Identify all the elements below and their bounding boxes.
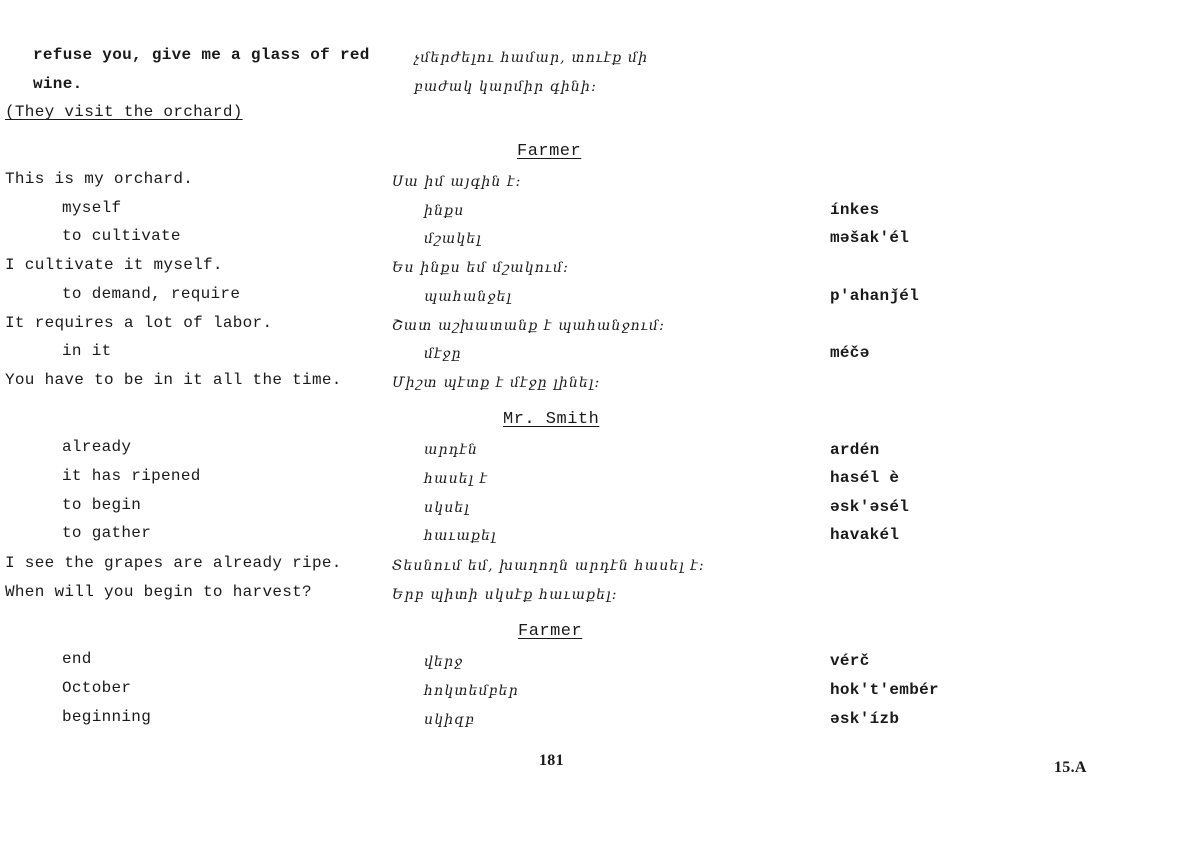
- vocab-transliteration: p'ahanǰél: [830, 287, 920, 305]
- vocab-transliteration: havakél: [830, 526, 900, 544]
- vocab-armenian: հոկտեմբեր: [424, 683, 519, 699]
- vocab-english: beginning: [62, 708, 152, 726]
- stage-direction: (They visit the orchard): [5, 103, 243, 121]
- vocab-transliteration: ínkes: [830, 201, 880, 219]
- speaker-heading: Farmer: [517, 142, 582, 161]
- vocab-armenian: սկսել: [424, 500, 470, 516]
- vocab-english: to cultivate: [62, 227, 181, 245]
- intro-en-line-1: refuse you, give me a glass of red: [33, 46, 370, 64]
- vocab-armenian: հաւաքել: [424, 528, 497, 544]
- vocab-armenian: արդէն: [424, 442, 479, 458]
- vocab-english: already: [62, 438, 132, 456]
- intro-arm-line-2: բաժակ կարմիր գինի։: [414, 79, 598, 95]
- lesson-reference: 15.A: [1054, 759, 1087, 776]
- line-english: This is my orchard.: [5, 170, 194, 188]
- vocab-transliteration: əsk'ízb: [830, 710, 900, 728]
- vocab-transliteration: məšak'él: [830, 229, 910, 247]
- vocab-english: in it: [62, 342, 112, 360]
- vocab-english: to demand, require: [62, 285, 241, 303]
- line-english: When will you begin to harvest?: [5, 583, 312, 601]
- line-armenian: Տեսնում եմ, խաղողն արդէն հասել է։: [392, 558, 705, 574]
- line-english: I cultivate it myself.: [5, 256, 223, 274]
- vocab-transliteration: hok't'embér: [830, 681, 939, 699]
- line-english: You have to be in it all the time.: [5, 371, 342, 389]
- vocab-armenian: սկիզբ: [424, 712, 475, 728]
- vocab-armenian: մէջը: [424, 346, 462, 362]
- line-english: It requires a lot of labor.: [5, 314, 273, 332]
- vocab-english: October: [62, 679, 132, 697]
- line-armenian: Միշտ պէտք է մէջը լինել։: [392, 375, 601, 391]
- vocab-english: myself: [62, 199, 122, 217]
- vocab-english: it has ripened: [62, 467, 201, 485]
- vocab-transliteration: hasél è: [830, 469, 900, 487]
- page-number: 181: [539, 752, 564, 769]
- vocab-armenian: ինքս: [424, 203, 465, 219]
- vocab-transliteration: ardén: [830, 441, 880, 459]
- intro-en-line-2: wine.: [33, 75, 83, 93]
- vocab-transliteration: vérč: [830, 652, 870, 670]
- intro-arm-line-1: չմերժելու համար, տուէք մի: [414, 50, 649, 66]
- speaker-heading: Mr. Smith: [503, 410, 600, 429]
- line-armenian: Ես ինքս եմ մշակում։: [392, 260, 570, 276]
- vocab-transliteration: méčə: [830, 344, 870, 362]
- line-armenian: Սա իմ այգին է։: [392, 174, 522, 190]
- speaker-heading: Farmer: [518, 622, 583, 641]
- vocab-transliteration: əsk'əsél: [830, 498, 910, 516]
- line-armenian: Երբ պիտի սկսէք հաւաքել։: [392, 587, 618, 603]
- line-english: I see the grapes are already ripe.: [5, 554, 342, 572]
- vocab-armenian: հասել է: [424, 471, 489, 487]
- vocab-english: to gather: [62, 524, 152, 542]
- vocab-english: end: [62, 650, 92, 668]
- line-armenian: Շատ աշխատանք է պահանջում։: [392, 318, 666, 334]
- vocab-armenian: վերջ: [424, 654, 464, 670]
- vocab-armenian: պահանջել: [424, 289, 513, 305]
- vocab-armenian: մշակել: [424, 231, 482, 247]
- vocab-english: to begin: [62, 496, 142, 514]
